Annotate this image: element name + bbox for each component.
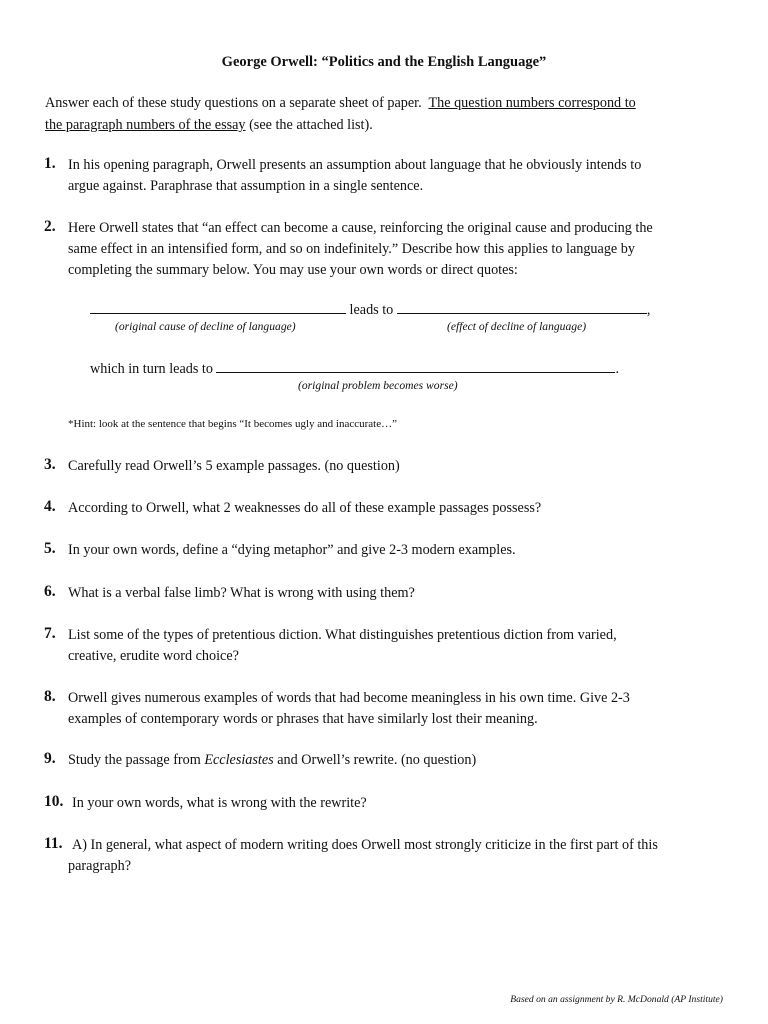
question-number: 2.: [44, 218, 56, 235]
intro-text: Answer each of these study questions on a separate sheet of paper.: [45, 95, 422, 111]
intro-text-end: (see the attached list).: [249, 117, 373, 133]
page-title: George Orwell: “Politics and the English Language”: [221, 54, 547, 70]
caption-original-cause: (original cause of decline of language): [115, 320, 296, 333]
question-text: [68, 540, 728, 561]
question-line: and Orwell’s rewrite. (no question): [277, 752, 477, 768]
book-title: Ecclesiastes: [204, 752, 274, 768]
question-text: [68, 456, 728, 477]
question-number: 10.: [44, 793, 64, 810]
period: .: [615, 361, 620, 377]
caption-effect: (effect of decline of language): [447, 320, 587, 333]
question-text: [68, 625, 728, 667]
question-line: According to Orwell, what 2 weaknesses do all of these example passages possess?: [68, 500, 542, 516]
summary-line-1: [90, 299, 650, 319]
footer-credit: Based on an assignment by R. McDonald (AP Institute): [510, 994, 723, 1005]
blank-problem-worse[interactable]: [216, 358, 615, 373]
blank-effect[interactable]: [397, 299, 647, 314]
question-number: 4.: [44, 498, 56, 515]
comma: ,: [646, 302, 651, 318]
question-number: 3.: [44, 456, 56, 473]
question-line: Carefully read Orwell’s 5 example passages. (no question): [68, 458, 400, 474]
question-number: 1.: [44, 155, 56, 172]
question-line: examples of contemporary words or phrases that have similarly lost their meaning.: [68, 711, 538, 727]
hint-text: *Hint: look at the sentence that begins “It becomes ugly and inaccurate…”: [68, 418, 397, 430]
question-text: [68, 835, 728, 877]
question-number: 9.: [44, 750, 56, 767]
question-line: List some of the types of pretentious diction. What distinguishes pretentious diction from varied,: [68, 627, 617, 643]
question-text: [68, 750, 728, 771]
question-line: A) In general, what aspect of modern writing does Orwell most strongly criticize in the first part of this: [72, 837, 658, 853]
summary-line-2: [90, 358, 619, 378]
question-number: 8.: [44, 688, 56, 705]
question-line: same effect in an intensified form, and so on indefinitely.” Describe how this applies to language by: [68, 241, 635, 257]
blank-original-cause[interactable]: [90, 299, 346, 314]
question-line: argue against. Paraphrase that assumption in a single sentence.: [68, 178, 424, 194]
question-text: [68, 498, 728, 519]
intro-underlined-1: The question numbers correspond to: [428, 95, 636, 111]
question-text: [68, 218, 728, 281]
question-line: In your own words, what is wrong with the rewrite?: [72, 795, 367, 811]
question-line: In his opening paragraph, Orwell presents an assumption about language that he obviously intends to: [68, 157, 642, 173]
question-number: 6.: [44, 583, 56, 600]
question-line: Here Orwell states that “an effect can become a cause, reinforcing the original cause and producing the: [68, 220, 653, 236]
question-line: paragraph?: [68, 858, 132, 874]
intro-paragraph: [45, 92, 735, 136]
question-text: [72, 793, 732, 814]
intro-underlined-2: the paragraph numbers of the essay: [45, 117, 246, 133]
which-leads-label: which in turn leads to: [90, 361, 213, 377]
leads-to-label: leads to: [349, 302, 394, 318]
question-number: 7.: [44, 625, 56, 642]
question-number: 5.: [44, 540, 56, 557]
question-text: [68, 155, 728, 197]
question-line: What is a verbal false limb? What is wrong with using them?: [68, 585, 415, 601]
question-line: In your own words, define a “dying metaphor” and give 2-3 modern examples.: [68, 542, 516, 558]
question-text: [68, 688, 728, 730]
question-text: [68, 583, 728, 604]
question-number: 11.: [44, 835, 63, 852]
question-line: Study the passage from: [68, 752, 201, 768]
question-line: completing the summary below. You may use your own words or direct quotes:: [68, 262, 518, 278]
question-line: Orwell gives numerous examples of words that had become meaningless in his own time. Give 2-3: [68, 690, 630, 706]
caption-problem-worse: (original problem becomes worse): [298, 379, 458, 392]
question-line: creative, erudite word choice?: [68, 648, 239, 664]
